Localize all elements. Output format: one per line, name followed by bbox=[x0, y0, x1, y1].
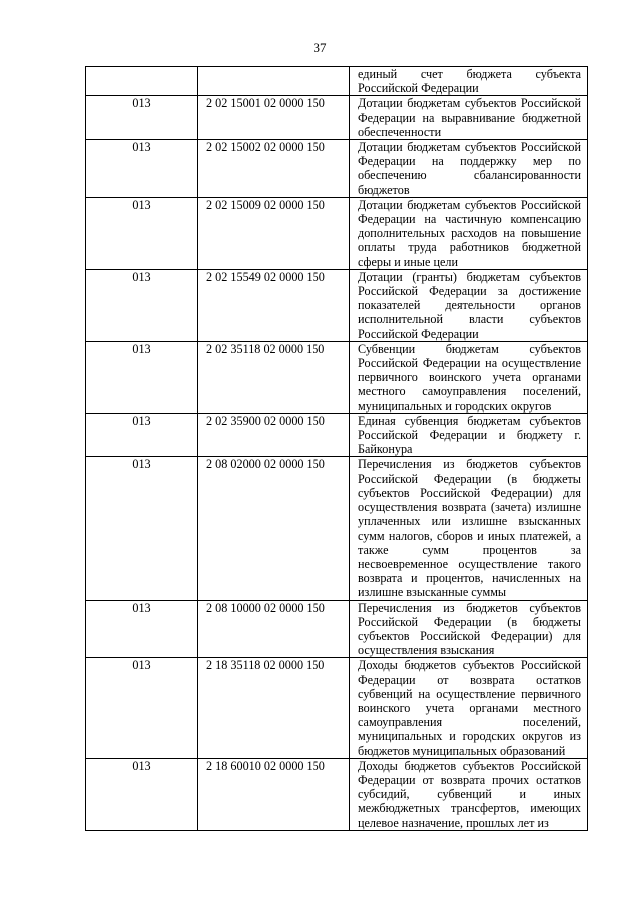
table-row bbox=[86, 96, 588, 140]
revenue-name-cell: Доходы бюджетов субъектов Российской Федерации от возврата прочих остатков субсидий, субвенций и иных межбюджетных трансфертов, имеющих целевое назначение, прошлых лет из bbox=[350, 758, 588, 830]
revenue-name-cell: Перечисления из бюджетов субъектов Российской Федерации (в бюджеты субъектов Российской Федерации) для осуществления взыскания bbox=[350, 600, 588, 658]
table-row bbox=[86, 269, 588, 341]
revenue-name-cell: Дотации (гранты) бюджетам субъектов Российской Федерации за достижение показателей деятельности органов исполнительной власти субъектов Российской Федерации bbox=[350, 269, 588, 341]
admin-code-cell: 013 bbox=[86, 413, 198, 457]
admin-code-cell: 013 bbox=[86, 197, 198, 269]
budget-code-cell: 2 18 60010 02 0000 150 bbox=[198, 758, 350, 830]
revenue-name-cell: единый счет бюджета субъекта Российской Федерации bbox=[350, 67, 588, 96]
budget-code-cell: 2 02 15009 02 0000 150 bbox=[198, 197, 350, 269]
admin-code-cell: 013 bbox=[86, 758, 198, 830]
budget-code-cell: 2 02 35118 02 0000 150 bbox=[198, 341, 350, 413]
table-row bbox=[86, 140, 588, 198]
admin-code-cell: 013 bbox=[86, 658, 198, 758]
revenue-name-cell: Дотации бюджетам субъектов Российской Федерации на поддержку мер по обеспечению сбалансированности бюджетов bbox=[350, 140, 588, 198]
budget-code-cell: 2 02 15001 02 0000 150 bbox=[198, 96, 350, 140]
admin-code-cell: 013 bbox=[86, 600, 198, 658]
admin-code-cell: 013 bbox=[86, 96, 198, 140]
budget-code-cell: 2 08 02000 02 0000 150 bbox=[198, 457, 350, 600]
budget-code-cell: 2 02 15549 02 0000 150 bbox=[198, 269, 350, 341]
admin-code-cell: 013 bbox=[86, 269, 198, 341]
table-row bbox=[86, 413, 588, 457]
table-row bbox=[86, 341, 588, 413]
page-number: 37 bbox=[313, 40, 327, 55]
budget-code-cell bbox=[198, 67, 350, 96]
revenue-name-cell: Дотации бюджетам субъектов Российской Федерации на частичную компенсацию дополнительных расходов на повышение оплаты труда работников бюджетной сферы и иные цели bbox=[350, 197, 588, 269]
admin-code-cell: 013 bbox=[86, 140, 198, 198]
table-row bbox=[86, 600, 588, 658]
admin-code-cell: 013 bbox=[86, 341, 198, 413]
revenue-name-cell: Перечисления из бюджетов субъектов Российской Федерации (в бюджеты субъектов Российской Федерации) для осуществления возврата (зачета) излишне уплаченных или излишне взысканных сумм налогов, сборов и иных платежей, а также сумм процентов за несвоевременное осуществление такого возврата и процентов, начисленных на излишне взысканные суммы bbox=[350, 457, 588, 600]
budget-code-cell: 2 08 10000 02 0000 150 bbox=[198, 600, 350, 658]
revenue-name-cell: Единая субвенция бюджетам субъектов Российской Федерации и бюджету г. Байконура bbox=[350, 413, 588, 457]
admin-code-cell bbox=[86, 67, 198, 96]
table-row bbox=[86, 758, 588, 830]
budget-codes-table bbox=[85, 66, 588, 831]
revenue-name-cell: Дотации бюджетам субъектов Российской Федерации на выравнивание бюджетной обеспеченности bbox=[350, 96, 588, 140]
budget-code-cell: 2 02 15002 02 0000 150 bbox=[198, 140, 350, 198]
revenue-name-cell: Доходы бюджетов субъектов Российской Федерации от возврата остатков субвенций на осуществление первичного воинского учета органами местного самоуправления поселений, муниципальных и городских округов из бюджетов муниципальных образований bbox=[350, 658, 588, 758]
table-row bbox=[86, 197, 588, 269]
budget-code-cell: 2 02 35900 02 0000 150 bbox=[198, 413, 350, 457]
table-row bbox=[86, 457, 588, 600]
table-row bbox=[86, 658, 588, 758]
revenue-name-cell: Субвенции бюджетам субъектов Российской Федерации на осуществление первичного воинского учета органами местного самоуправления поселений, муниципальных и городских округов bbox=[350, 341, 588, 413]
budget-code-cell: 2 18 35118 02 0000 150 bbox=[198, 658, 350, 758]
table-row bbox=[86, 67, 588, 96]
admin-code-cell: 013 bbox=[86, 457, 198, 600]
